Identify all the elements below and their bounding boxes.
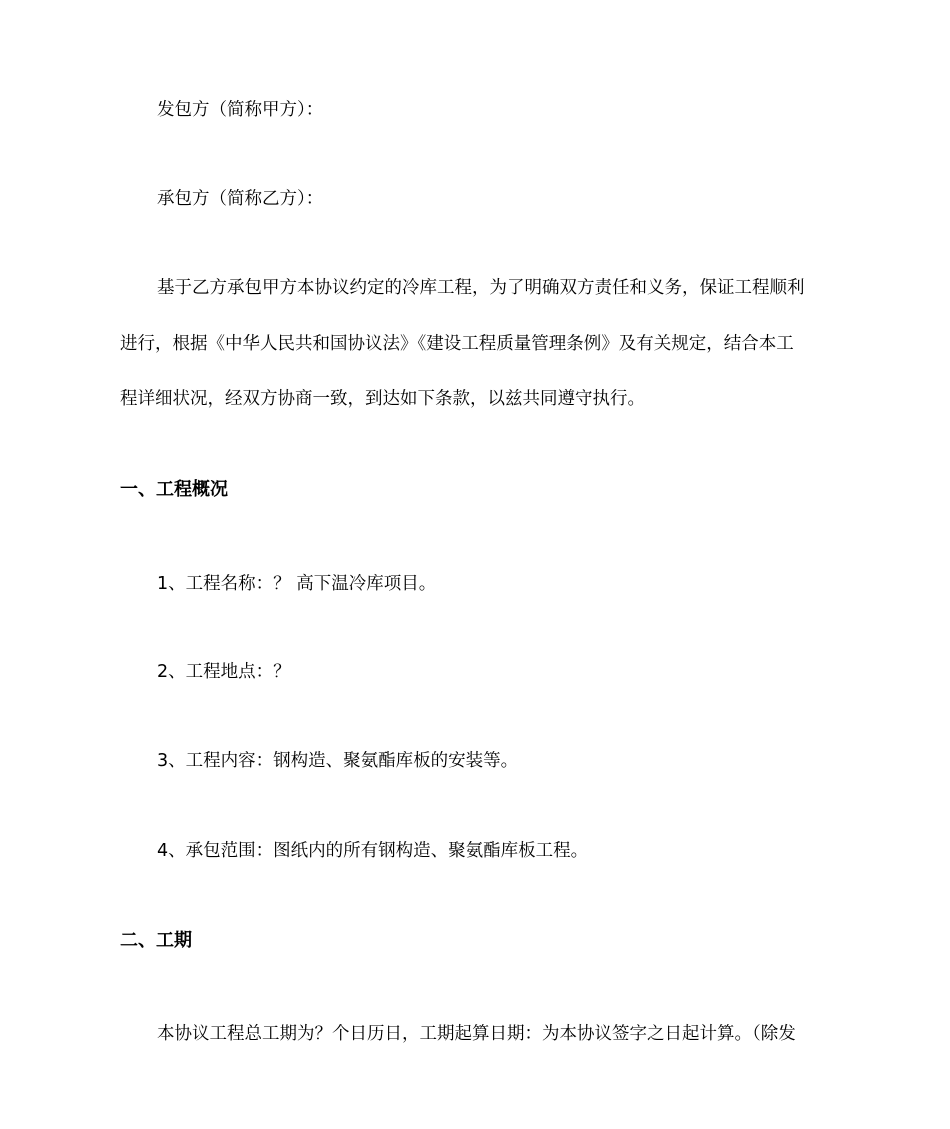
project-item-name: 1、工程名称：？ 高下温冷库项目。 <box>157 574 437 594</box>
duration-line-1: 本协议工程总工期为？个日历日，工期起算日期：为本协议签字之日起计算。（除发 <box>157 1024 796 1044</box>
intro-line-3: 程详细状况，经双方协商一致，到达如下条款，以兹共同遵守执行。 <box>120 389 645 409</box>
project-item-content: 3、工程内容：钢构造、聚氨酯库板的安装等。 <box>157 751 519 771</box>
section-heading-project-overview: 一、工程概况 <box>120 479 228 500</box>
intro-line-2: 进行，根据《中华人民共和国协议法》《建设工程质量管理条例》及有关规定，结合本工 <box>120 334 794 354</box>
section-heading-duration: 二、工期 <box>120 930 192 951</box>
project-item-scope: 4、承包范围：图纸内的所有钢构造、聚氨酯库板工程。 <box>157 841 589 861</box>
party-a-label: 发包方（简称甲方）： <box>157 100 324 120</box>
project-item-location: 2、工程地点：？ <box>157 662 291 682</box>
intro-line-1: 基于乙方承包甲方本协议约定的冷库工程，为了明确双方责任和义务，保证工程顺利 <box>157 278 805 298</box>
party-b-label: 承包方（简称乙方）： <box>157 189 324 209</box>
